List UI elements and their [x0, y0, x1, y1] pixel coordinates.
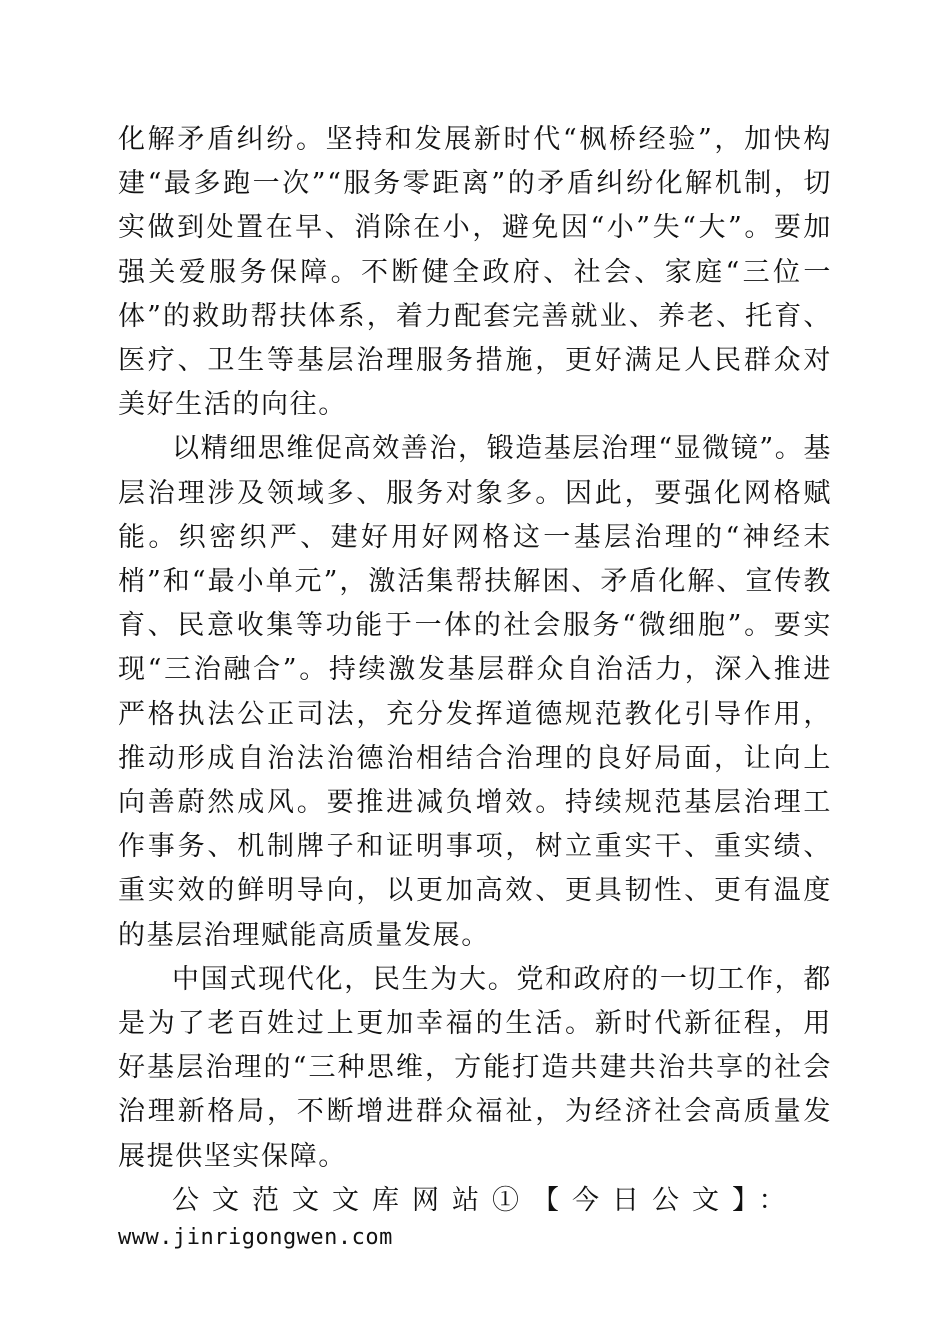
footer-site-label: 公文范文文库网站①【今日公文】：	[172, 1184, 799, 1216]
paragraph-conclusion: 中国式现代化，民生为大。党和政府的一切工作，都是为了老百姓过上更加幸福的生活。新时代新征程，用好基层治理的“三种思维，方能打造共建共治共享的社会治理新格局，不断增进群众福祉，为经济社会高质量发展提供坚实保障。	[118, 963, 832, 1172]
paragraph-fine-governance: 以精细思维促高效善治，锻造基层治理“显微镜”。基层治理涉及领域多、服务对象多。因此，要强化网格赋能。织密织严、建好用好网格这一基层治理的“神经末梢”和“最小单元”，激活集帮扶解困、矛盾化解、宣传教育、民意收集等功能于一体的社会服务“微细胞”。要实现“三治融合”。持续激发基层群众自治活力，深入推进严格执法公正司法，充分发挥道德规范教化引导作用，推动形成自治法治德治相结合治理的良好局面，让向上向善蔚然成风。要推进减负增效。持续规范基层治理工作事务、机制牌子和证明事项，树立重实干、重实绩、重实效的鲜明导向，以更加高效、更具韧性、更有温度的基层治理赋能高质量发展。	[118, 433, 833, 951]
footer-url: www.jinrigongwen.com	[118, 1225, 393, 1251]
paragraph-relief-services: 化解矛盾纠纷。坚持和发展新时代“枫桥经验”，加快构建“最多跑一次”“服务零距离”的矛盾纠纷化解机制，切实做到处置在早、消除在小，避免因“小”失“大”。要加强关爱服务保障。不断健全政府、社会、家庭“三位一体”的救助帮扶体系，着力配套完善就业、养老、托育、医疗、卫生等基层治理服务措施，更好满足人民群众对美好生活的向往。	[118, 124, 832, 421]
document-page	[118, 118, 832, 1253]
